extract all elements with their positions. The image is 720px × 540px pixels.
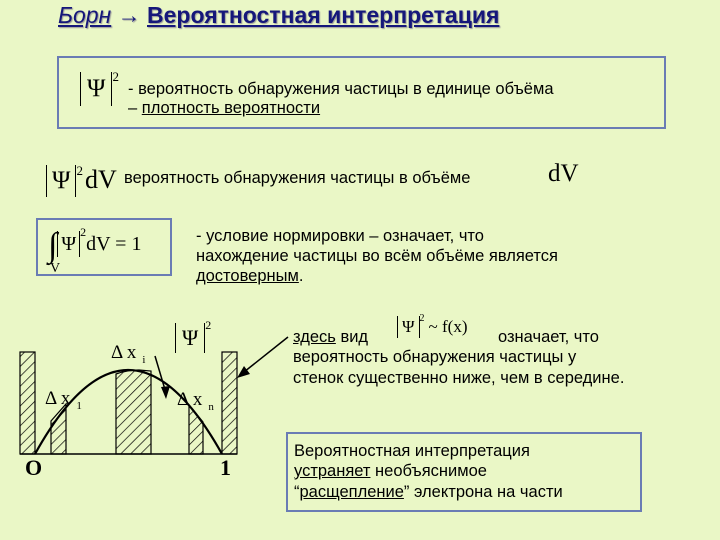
- arrow-left-head: [161, 386, 170, 399]
- box3-line-2: [294, 461, 487, 481]
- splitting-link: расщепление: [299, 483, 404, 501]
- delta-x-i-label: [111, 342, 145, 366]
- title-main: Вероятностная интерпретация: [147, 2, 500, 28]
- here-line-1a: [293, 327, 368, 347]
- psi-symbol: Ψ: [80, 72, 112, 106]
- open-quote: “: [294, 483, 300, 501]
- subscript-1: 1: [76, 399, 82, 412]
- box3-line-3-rest: ” электрона на части: [403, 483, 563, 501]
- integral-symbol: ∫: [48, 227, 58, 264]
- right-wall: [222, 352, 237, 454]
- graph-psi-label: [175, 317, 212, 353]
- normalization-line-1: - условие нормировки – означает, что: [196, 227, 484, 245]
- probability-density-link: плотность вероятности: [141, 99, 321, 117]
- delta-x: Δ x: [45, 388, 71, 409]
- psi-symbol: Ψ: [57, 231, 80, 257]
- strip-middle: [116, 370, 151, 454]
- normalization-line-2: нахождение частицы во всём объёме является: [196, 247, 558, 265]
- psi-power: 2: [205, 317, 212, 332]
- reliable-link: достоверным: [196, 267, 299, 285]
- delta-x: Δ x: [177, 389, 203, 410]
- eliminates-link: устраняет: [294, 462, 371, 480]
- density-dash: –: [128, 99, 142, 117]
- volume-probability-text: вероятность обнаружения частицы в объёме: [124, 169, 471, 187]
- delta-x: Δ x: [111, 342, 137, 363]
- psi-symbol: Ψ: [397, 316, 420, 338]
- normalization-rest: dV = 1: [86, 233, 142, 255]
- psi-power: 2: [112, 69, 119, 84]
- here-line-2: вероятность обнаружения частицы у: [293, 348, 577, 366]
- dv-symbol-2: dV: [548, 160, 579, 187]
- delta-x-1-label: [45, 388, 82, 412]
- left-wall: [20, 352, 35, 454]
- dv-symbol: dV: [84, 165, 117, 195]
- axis-origin-label: O: [25, 455, 43, 480]
- period: .: [298, 267, 304, 285]
- psi-power: 2: [76, 163, 83, 178]
- here-line-3: стенок существенно ниже, чем в середине.: [293, 369, 625, 387]
- here-vid: вид: [335, 328, 369, 346]
- here-link: здесь: [293, 328, 336, 346]
- box3-line-2-rest: необъяснимое: [370, 462, 487, 480]
- psi-fx-formula: [397, 313, 468, 338]
- psi-symbol: Ψ: [46, 165, 76, 197]
- arrow-right-shaft: [244, 337, 288, 372]
- density-line-1: - вероятность обнаружения частицы в единице объёма: [128, 80, 554, 98]
- psi-power: 2: [419, 313, 425, 325]
- volume-subscript: V: [50, 261, 61, 276]
- here-line-1b: означает, что: [498, 328, 599, 346]
- delta-x-n-label: [177, 389, 214, 413]
- box3-line-1: Вероятностная интерпретация: [294, 442, 530, 460]
- title-name: Борн: [58, 2, 112, 28]
- psi-symbol: Ψ: [175, 323, 205, 353]
- fx-rest: ~ f(x): [428, 317, 468, 336]
- subscript-i: i: [142, 353, 146, 366]
- subscript-n: n: [208, 400, 214, 413]
- box3-line-3: [294, 482, 563, 502]
- psi-power: 2: [80, 225, 87, 240]
- title-arrow: →: [117, 2, 141, 28]
- axis-end-label: 1: [220, 455, 231, 480]
- arrow-right-head: [237, 366, 250, 378]
